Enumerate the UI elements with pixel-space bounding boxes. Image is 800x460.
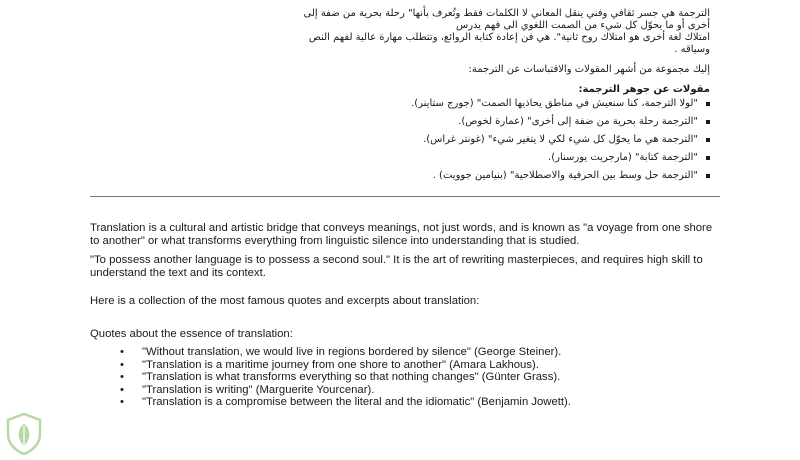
- english-collection-line: Here is a collection of the most famous quotes and excerpts about translation:: [90, 295, 480, 307]
- arabic-intro-line: الترجمة هي جسر ثقافي وفني ينقل المعاني لا الكلمات فقط وتُعرف بأنها" رحلة بحرية من ضفة إلى: [303, 8, 710, 19]
- arabic-quote-item: "الترجمة كتابة" (مارجريت يورسنار).: [90, 152, 698, 164]
- english-quote-item: • "Without translation, we would live in regions bordered by silence" (George Steiner).: [90, 346, 722, 359]
- english-quotes-heading: Quotes about the essence of translation:: [90, 327, 293, 340]
- english-quotes-list: [90, 346, 722, 409]
- arabic-quotes-list: [90, 98, 710, 182]
- english-intro-paragraph: Translation is a cultural and artistic bridge that conveys meanings, not just words, and is known as "a voyage from one shore to another" or what transforms everything from linguistic silence into understanding that is studied.: [90, 222, 713, 247]
- english-quote-item: • "Translation is a maritime journey from one shore to another" (Amara Lakhous).: [90, 359, 722, 372]
- arabic-intro-line: أخرى أو ما يحوّل كل شيء من الصمت اللغوي الى فهم يدرس: [456, 20, 710, 31]
- arabic-quote-item: "الترجمة هي ما يحوّل كل شيء لكي لا يتغير شيء" (غونتر غراس).: [90, 134, 698, 146]
- arabic-collection-line: إليك مجموعة من أشهر المقولات والاقتباسات عن الترجمة:: [468, 64, 710, 75]
- english-second-paragraph: "To possess another language is to possess a second soul." It is the art of rewriting masterpieces, and requires high skill to understand the text and its context.: [90, 254, 703, 279]
- arabic-intro-line: وسياقه .: [674, 44, 710, 55]
- shield-leaf-icon: [4, 412, 44, 456]
- arabic-intro-line: امتلاك لغة أخرى هو امتلاك روح ثانية". هي فن إعادة كتابة الروائع، وتتطلب مهارة عالية لفهم النص: [308, 32, 710, 43]
- arabic-quote-item: "لولا الترجمة، كنا سنعيش في مناطق يحاذيها الصمت" (جورج ستاينر).: [90, 98, 698, 110]
- english-quote-item: • "Translation is a compromise between the literal and the idiomatic" (Benjamin Jowett).: [90, 396, 722, 409]
- arabic-quote-item: "الترجمة حل وسط بين الحرفية والاصطلاحية" (بنيامين جوويت) .: [90, 170, 698, 182]
- english-section: [90, 222, 722, 409]
- arabic-intro-paragraph: [90, 8, 710, 56]
- arabic-quotes-heading: مقولات عن جوهر الترجمة:: [578, 84, 710, 95]
- english-quote-item: • "Translation is what transforms everything so that nothing changes" (Günter Grass).: [90, 371, 722, 384]
- arabic-quote-item: "الترجمة رحلة بحرية من ضفة إلى أخرى" (عمارة لخوص).: [90, 116, 698, 128]
- arabic-section: [90, 8, 710, 188]
- section-divider: [90, 196, 720, 197]
- english-quote-item: • "Translation is writing" (Marguerite Yourcenar).: [90, 384, 722, 397]
